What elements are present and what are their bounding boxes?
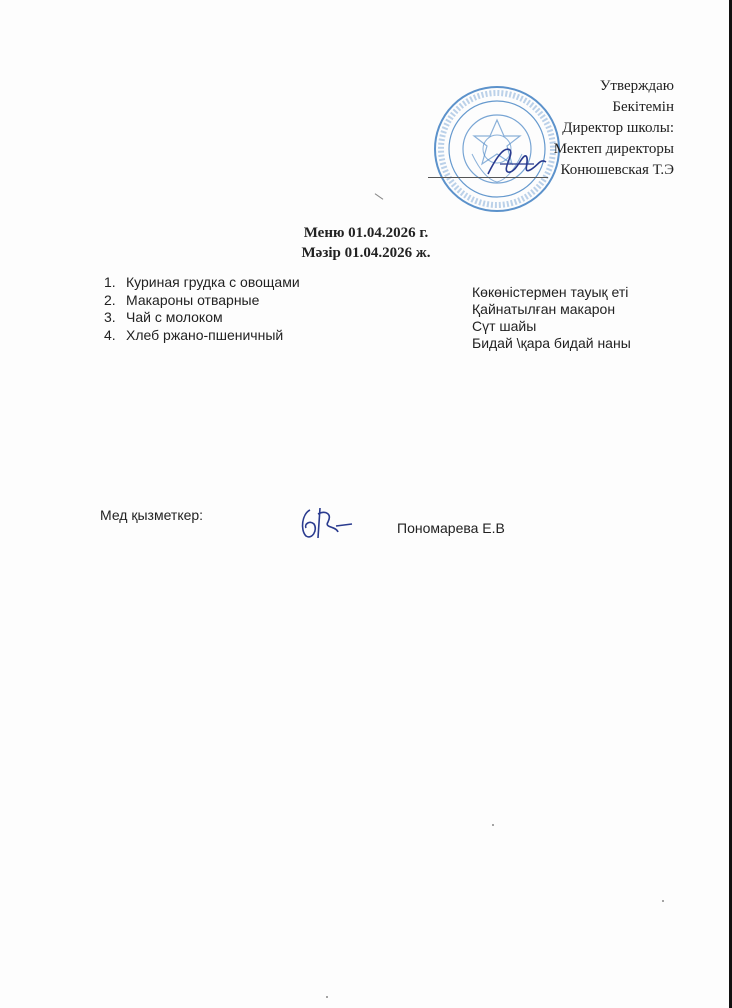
menu-item-ru <box>104 292 300 310</box>
scan-speck <box>492 824 494 826</box>
menu-item-number: 3. <box>104 309 116 325</box>
med-worker-label: Мед қызметкер: <box>100 507 204 523</box>
menu-list-ru <box>104 274 300 344</box>
menu-item-text: Макароны отварные <box>126 291 260 308</box>
scan-mark <box>375 193 384 200</box>
menu-item-ru <box>104 327 300 345</box>
approval-line-director-kz: Мектеп директоры <box>553 141 674 157</box>
menu-item-ru <box>104 274 300 292</box>
menu-item-ru <box>104 309 300 327</box>
director-signature <box>482 140 552 184</box>
menu-item-number: 4. <box>104 326 116 343</box>
menu-item-text: Чай с молоком <box>126 309 223 325</box>
approval-block <box>554 76 674 181</box>
menu-titles <box>0 223 732 263</box>
approval-line-approve-ru: Утверждаю <box>599 78 674 94</box>
menu-list-kz <box>472 284 631 352</box>
menu-item-kz: Бидай \қара бидай наны <box>472 335 631 351</box>
approval-line-approve-kz: Бекітемін <box>612 99 674 115</box>
approval-director-name: Конюшевская Т.Э <box>560 162 674 178</box>
menu-title-kz: Мәзір 01.04.2026 ж. <box>301 245 431 261</box>
scan-speck <box>662 900 664 902</box>
menu-item-kz: Сүт шайы <box>472 318 537 334</box>
med-worker-name: Пономарева Е.В <box>397 520 505 536</box>
menu-item-number: 2. <box>104 291 116 308</box>
med-worker-signature <box>296 500 366 548</box>
menu-item-number: 1. <box>104 274 116 290</box>
menu-item-text: Хлеб ржано-пшеничный <box>126 326 284 343</box>
menu-title-ru: Меню 01.04.2026 г. <box>303 225 429 241</box>
scan-speck <box>326 996 328 998</box>
menu-item-kz: Қайнатылған макарон <box>472 301 616 317</box>
menu-item-kz: Көкөністермен тауық еті <box>472 284 629 300</box>
menu-item-text: Куриная грудка с овощами <box>126 274 300 290</box>
approval-line-director-ru: Директор школы: <box>562 120 674 136</box>
